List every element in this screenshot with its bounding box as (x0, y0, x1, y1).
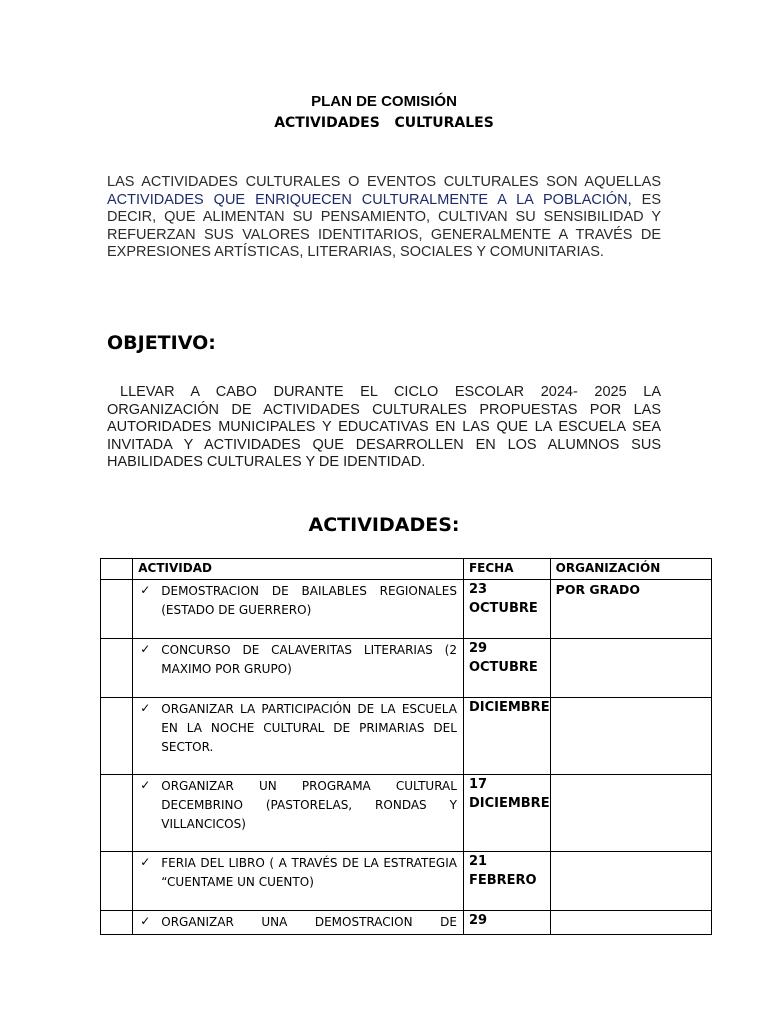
date-cell: 29 (463, 911, 550, 935)
intro-highlight: ACTIVIDADES QUE ENRIQUECEN CULTURALMENTE A LA POBLACIÓN (107, 191, 628, 208)
activity-text: FERIA DEL LIBRO ( A TRAVÉS DE LA ESTRATEGIA “CUENTAME UN CUENTO) (161, 856, 457, 889)
document-subtitle: ACTIVIDADES CULTURALES (274, 115, 494, 131)
activity-cell (133, 852, 464, 911)
column-header-activity: ACTIVIDAD (133, 559, 464, 580)
date-cell: 17 DICIEMBRE (463, 775, 550, 852)
check-icon: ✓ (140, 778, 151, 792)
organization-cell (550, 775, 711, 852)
organization-cell (550, 852, 711, 911)
row-blank-cell (101, 852, 133, 911)
activities-table (100, 558, 712, 935)
date-cell: 21 FEBRERO (463, 852, 550, 911)
activity-text: DEMOSTRACION DE BAILABLES REGIONALES (ESTADO DE GUERRERO) (161, 584, 457, 617)
organization-cell: POR GRADO (550, 580, 711, 639)
activity-cell (133, 911, 464, 935)
row-blank-cell (101, 911, 133, 935)
check-icon: ✓ (140, 914, 151, 928)
activity-text: ORGANIZAR UN PROGRAMA CULTURAL DECEMBRINO (PASTORELAS, RONDAS Y VILLANCICOS) (161, 779, 457, 831)
document-title: PLAN DE COMISIÓN (311, 93, 457, 110)
organization-cell (550, 639, 711, 698)
activity-cell (133, 639, 464, 698)
organization-cell (550, 698, 711, 775)
intro-paragraph (107, 174, 661, 262)
activities-heading: ACTIVIDADES: (308, 514, 460, 536)
objective-heading: OBJETIVO: (107, 332, 216, 354)
row-blank-cell (101, 580, 133, 639)
table-row (101, 852, 712, 911)
column-header-organization: ORGANIZACIÓN (550, 559, 711, 580)
column-header-blank (101, 559, 133, 580)
table-header-row (101, 559, 712, 580)
date-cell: 29 OCTUBRE (463, 639, 550, 698)
table-row (101, 698, 712, 775)
organization-cell (550, 911, 711, 935)
activity-text: ORGANIZAR LA PARTICIPACIÓN DE LA ESCUELA EN LA NOCHE CULTURAL DE PRIMARIAS DEL SECTOR. (161, 702, 457, 754)
row-blank-cell (101, 639, 133, 698)
activity-text: CONCURSO DE CALAVERITAS LITERARIAS (2 MAXIMO POR GRUPO) (161, 643, 457, 676)
table-row (101, 639, 712, 698)
activity-cell (133, 775, 464, 852)
date-cell: 23 OCTUBRE (463, 580, 550, 639)
activity-cell (133, 580, 464, 639)
table-row (101, 911, 712, 935)
row-blank-cell (101, 775, 133, 852)
table-row (101, 775, 712, 852)
objective-paragraph: LLEVAR A CABO DURANTE EL CICLO ESCOLAR 2024- 2025 LA ORGANIZACIÓN DE ACTIVIDADES CULTURALES PROPUESTAS POR LAS AUTORIDADES MUNICIPALES Y EDUCATIVAS EN LAS QUE LA ESCUELA SEA INVITADA Y ACTIVIDADES QUE DESARROLLEN EN LOS ALUMNOS SUS HABILIDADES CULTURALES Y DE IDENTIDAD. (107, 384, 661, 471)
check-icon: ✓ (140, 701, 151, 715)
intro-text-end: , ES DECIR, QUE ALIMENTAN SU PENSAMIENTO, CULTIVAN SU SENSIBILIDAD Y REFUERZAN SUS VALORES IDENTITARIOS, GENERALMENTE A TRAVÉS DE EXPRESIONES ARTÍSTICAS, LITERARIAS, SOCIALES Y COMUNITARIAS. (107, 191, 661, 261)
activity-cell (133, 698, 464, 775)
date-cell: DICIEMBRE (463, 698, 550, 775)
intro-text-start: LAS ACTIVIDADES CULTURALES O EVENTOS CULTURALES SON AQUELLAS (107, 174, 661, 190)
check-icon: ✓ (140, 855, 151, 869)
check-icon: ✓ (140, 583, 151, 597)
column-header-date: FECHA (463, 559, 550, 580)
check-icon: ✓ (140, 642, 151, 656)
activity-text: ORGANIZAR UNA DEMOSTRACION DE (161, 915, 457, 929)
row-blank-cell (101, 698, 133, 775)
table-row (101, 580, 712, 639)
